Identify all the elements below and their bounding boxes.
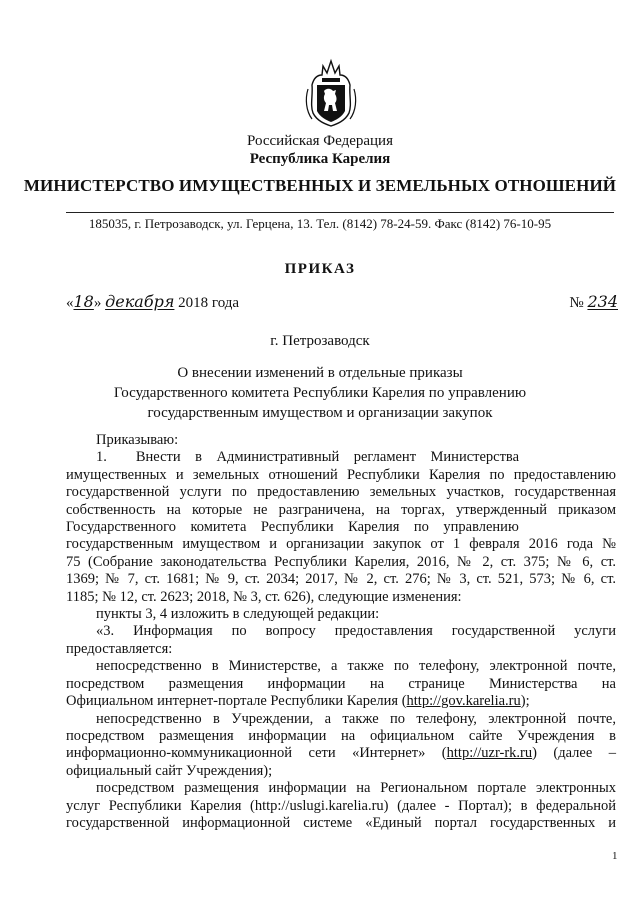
- body-line: [66, 693, 616, 710]
- body-line: непосредственно в Учреждении, а также по телефону, электронной почте,: [96, 710, 616, 727]
- date-year: 2018 года: [174, 295, 240, 311]
- ministry-address: 185035, г. Петрозаводск, ул. Герцена, 13. Тел. (8142) 78-24-59. Факс (8142) 76-10-95: [88, 216, 552, 231]
- body-line: Государственного комитета Республики Карелия по управлению: [66, 519, 519, 536]
- body-fragment: информационно-коммуникационной сети «Интернет» (: [66, 745, 447, 762]
- date-day-handwritten: 18: [73, 292, 94, 311]
- body-line: 1369; № 7, ст. 1681; № 9, ст. 2034; 2017, № 2, ст. 276; № 3, ст. 521, 573; № 6, ст.: [66, 571, 616, 588]
- body-line: [66, 745, 616, 762]
- country-name: Российская Федерация: [247, 133, 393, 149]
- subject-line: государственным имуществом и организации закупок: [147, 405, 493, 421]
- date-close-quote: »: [93, 295, 102, 311]
- header-divider: [66, 212, 614, 213]
- body-line: государственной информационной системе «Единый портал государственных и: [66, 814, 616, 831]
- order-body: [66, 432, 616, 832]
- body-line: Приказываю:: [96, 432, 179, 448]
- body-fragment: );: [520, 693, 530, 710]
- date-open-quote: «: [66, 295, 74, 311]
- body-line: непосредственно в Министерстве, а также по телефону, электронной почте,: [96, 658, 616, 675]
- subject-line: Государственного комитета Республики Карелия по управлению: [113, 385, 527, 401]
- date-month-handwritten: декабря: [105, 292, 175, 311]
- coat-of-arms-icon: [302, 55, 360, 127]
- body-line: государственным имуществом и организации закупок от 1 февраля 2016 года №: [66, 536, 616, 553]
- ministry-name: МИНИСТЕРСТВО ИМУЩЕСТВЕННЫХ И ЗЕМЕЛЬНЫХ ОТНОШЕНИЙ: [23, 176, 617, 195]
- body-line: государственной услуги по предоставлению земельных участков, государственная: [66, 484, 616, 501]
- body-line: официальный сайт Учреждения);: [66, 762, 273, 779]
- order-subject: [0, 363, 640, 423]
- republic-name: Республика Карелия: [249, 151, 391, 167]
- order-date: [66, 292, 239, 312]
- body-line: посредством размещения информации на официальном сайте Учреждения в: [66, 727, 616, 744]
- body-line: посредством размещения информации на Региональном портале электронных: [96, 780, 616, 797]
- body-fragment: ) (далее –: [532, 745, 616, 762]
- order-date-line: [66, 292, 618, 314]
- order-city: г. Петрозаводск: [270, 333, 370, 349]
- body-line: «3. Информация по вопросу предоставления государственной услуги: [96, 623, 616, 640]
- body-line: предоставляется:: [66, 640, 173, 657]
- body-line: имущественных и земельных отношений Республики Карелия по предоставлению: [66, 466, 616, 483]
- page-number: 1: [612, 850, 618, 862]
- document-title: ПРИКАЗ: [284, 261, 356, 277]
- order-number: [569, 292, 618, 312]
- order-number-handwritten: 234: [587, 292, 618, 311]
- body-line: услуг Республики Карелия (http://uslugi.karelia.ru) (далее - Портал); в федеральной: [66, 797, 616, 814]
- body-line: 1. Внести в Административный регламент Министерства: [96, 449, 520, 466]
- body-line: собственность на которые не разграничена, на торгах, утвержденный приказом: [66, 501, 616, 518]
- body-line: 1185; № 12, ст. 2623; 2018, № 3, ст. 626), следующие изменения:: [66, 588, 462, 605]
- gov-karelia-link[interactable]: http://gov.karelia.ru: [406, 693, 521, 710]
- order-number-prefix: №: [569, 295, 588, 311]
- body-fragment: Официальном интернет-портале Республики Карелия (: [66, 693, 407, 710]
- body-line: 75 (Собрание законодательства Республики Карелия, 2016, № 2, ст. 375; № 6, ст.: [66, 553, 616, 570]
- body-line: пункты 3, 4 изложить в следующей редакции:: [96, 606, 380, 623]
- subject-line: О внесении изменений в отдельные приказы: [177, 365, 463, 381]
- body-line: посредством размещения информации на странице Министерства на: [66, 675, 616, 692]
- uzr-rk-link[interactable]: http://uzr-rk.ru: [446, 745, 533, 762]
